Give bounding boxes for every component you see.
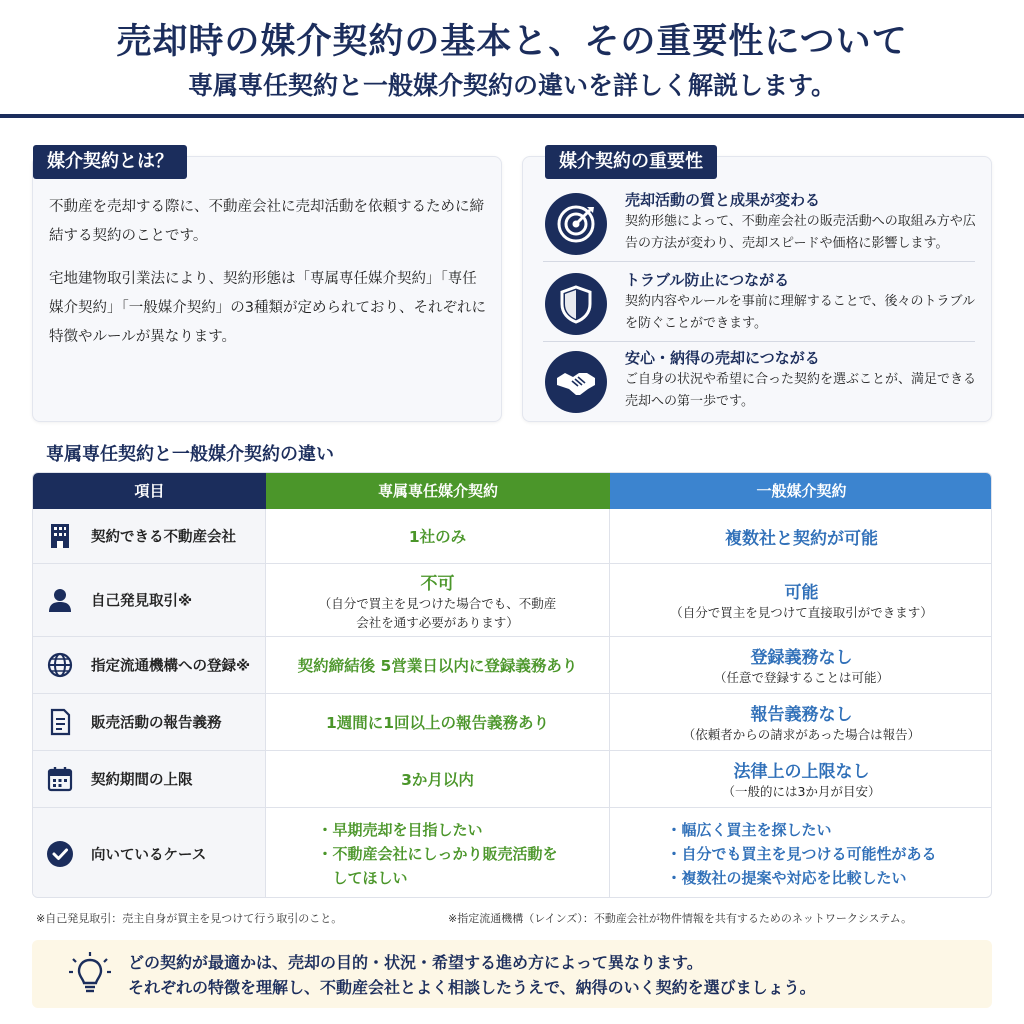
row-item-cell — [33, 694, 266, 750]
exclusive-cell — [266, 564, 610, 636]
row-item-cell — [33, 564, 266, 636]
exclusive-cell — [266, 637, 610, 693]
building-icon — [45, 521, 75, 551]
handshake-icon — [545, 351, 607, 413]
target-icon — [545, 193, 607, 255]
comparison-title: 専属専任契約と一般媒介契約の違い — [46, 444, 334, 465]
page-header — [0, 0, 1024, 118]
table-row — [33, 694, 992, 751]
divider — [543, 341, 975, 342]
tip-line-1: どの契約が最適かは、売却の目的・状況・希望する進め方によって異なります。 — [128, 953, 703, 972]
importance-desc-2: 契約内容やルールを事前に理解することで、後々のトラブルを防ぐことができます。 — [625, 294, 975, 331]
general-note: （自分で買主を見つけて直接取引ができます） — [670, 605, 933, 620]
document-icon — [45, 707, 75, 737]
general-value: 法律上の上限なし — [733, 762, 870, 782]
exclusive-value: 1社のみ — [408, 528, 467, 546]
importance-title-2: トラブル防止につながる — [625, 271, 790, 289]
table-row — [33, 751, 992, 808]
general-cell — [610, 694, 992, 750]
person-icon — [45, 585, 75, 615]
general-value: 報告義務なし — [750, 705, 853, 725]
exclusive-cell — [266, 509, 610, 563]
shield-icon — [545, 273, 607, 335]
lightbulb-icon — [66, 950, 114, 998]
about-label: 媒介契約とは？ — [33, 145, 187, 179]
table-row — [33, 509, 992, 564]
header-item: 項目 — [33, 473, 266, 509]
general-cell — [610, 808, 992, 898]
general-value: 可能 — [784, 583, 819, 603]
importance-title-1: 売却活動の質と成果が変わる — [625, 191, 821, 209]
check-icon — [45, 839, 75, 869]
exclusive-value: 契約締結後 5営業日以内に登録義務あり — [297, 657, 578, 675]
list-item: してほしい — [317, 868, 408, 887]
exclusive-note: （自分で買主を見つけた場合でも、不動産会社を通す必要があります） — [318, 595, 557, 630]
importance-desc-1: 契約形態によって、不動産会社の販売活動への取組み方や広告の方法が変わり、売却スピードや価格に影響します。 — [625, 214, 976, 251]
header-general: 一般媒介契約 — [610, 473, 992, 509]
tip-line-2: それぞれの特徴を理解し、不動産会社とよく相談したうえで、納得のいく契約を選びましょう。 — [128, 978, 816, 997]
importance-item-1 — [543, 187, 975, 265]
page-title: 売却時の媒介契約の基本と、その重要性について — [116, 22, 908, 62]
importance-card — [522, 151, 992, 422]
general-cell — [610, 637, 992, 693]
row-item-cell — [33, 509, 266, 563]
row-item-cell — [33, 637, 266, 693]
header-exclusive: 専属専任媒介契約 — [266, 473, 610, 509]
importance-item-2 — [543, 267, 975, 345]
tip-box — [32, 940, 992, 1008]
importance-item-3 — [543, 345, 975, 423]
globe-icon — [45, 650, 75, 680]
importance-desc-3: ご自身の状況や希望に合った契約を選ぶことが、満足できる売却への第一歩です。 — [625, 372, 977, 409]
row-label: 向いているケース — [91, 847, 207, 863]
exclusive-value: 1週間に1回以上の報告義務あり — [325, 714, 550, 732]
row-label: 契約期間の上限 — [91, 772, 193, 789]
general-cell — [610, 509, 992, 563]
general-cell — [610, 564, 992, 636]
importance-label: 媒介契約の重要性 — [545, 145, 717, 179]
calendar-icon — [45, 764, 75, 794]
exclusive-value: 不可 — [420, 573, 455, 594]
list-item: ・自分でも買主を見つける可能性がある — [666, 844, 937, 863]
about-body — [49, 193, 489, 366]
general-note: （依頼者からの請求があった場合は報告） — [682, 727, 921, 742]
general-bullets — [666, 818, 936, 890]
comparison-table — [32, 472, 992, 898]
row-label: 販売活動の報告義務 — [91, 715, 222, 732]
row-item-cell — [33, 751, 266, 807]
about-paragraph-2: 宅地建物取引業法により、契約形態は「専属専任媒介契約」「専任媒介契約」「一般媒介契約」の3種類が定められており、それぞれに特徴やルールが異なります。 — [49, 271, 486, 345]
list-item: ・不動産会社にしっかり販売活動を — [317, 844, 558, 863]
general-cell — [610, 751, 992, 807]
page-subtitle: 専属専任契約と一般媒介契約の違いを詳しく解説します。 — [187, 71, 836, 100]
divider — [543, 261, 975, 262]
table-row — [33, 637, 992, 694]
table-row — [33, 564, 992, 637]
list-item: ・幅広く買主を探したい — [666, 820, 832, 839]
table-row — [33, 808, 992, 898]
importance-title-3: 安心・納得の売却につながる — [625, 349, 820, 367]
exclusive-cell — [266, 751, 610, 807]
list-item: ・早期売却を目指したい — [317, 820, 483, 839]
footnote-reins: ※指定流通機構（レインズ）：不動産会社が物件情報を共有するためのネットワークシステム。 — [448, 912, 913, 925]
row-label: 指定流通機構への登録※ — [91, 658, 251, 675]
footnote-self-discovery: ※自己発見取引：売主自身が買主を見つけて行う取引のこと。 — [36, 912, 343, 925]
about-paragraph-1: 不動産を売却する際に、不動産会社に売却活動を依頼するために締結する契約のことです。 — [49, 199, 484, 244]
about-card — [32, 151, 502, 422]
row-item-cell — [33, 808, 266, 898]
exclusive-bullets — [317, 818, 557, 890]
exclusive-cell — [266, 808, 610, 898]
exclusive-cell — [266, 694, 610, 750]
general-note: （任意で登録することは可能） — [713, 670, 889, 685]
tip-text — [128, 950, 816, 1000]
row-label: 自己発見取引※ — [91, 593, 193, 610]
general-value: 登録義務なし — [750, 648, 853, 668]
list-item: ・複数社の提案や対応を比較したい — [666, 868, 907, 887]
exclusive-value: 3か月以内 — [401, 771, 474, 789]
row-label: 契約できる不動産会社 — [91, 529, 236, 546]
general-note: （一般的には3か月が目安） — [722, 784, 881, 799]
general-value: 複数社と契約が可能 — [725, 528, 878, 549]
